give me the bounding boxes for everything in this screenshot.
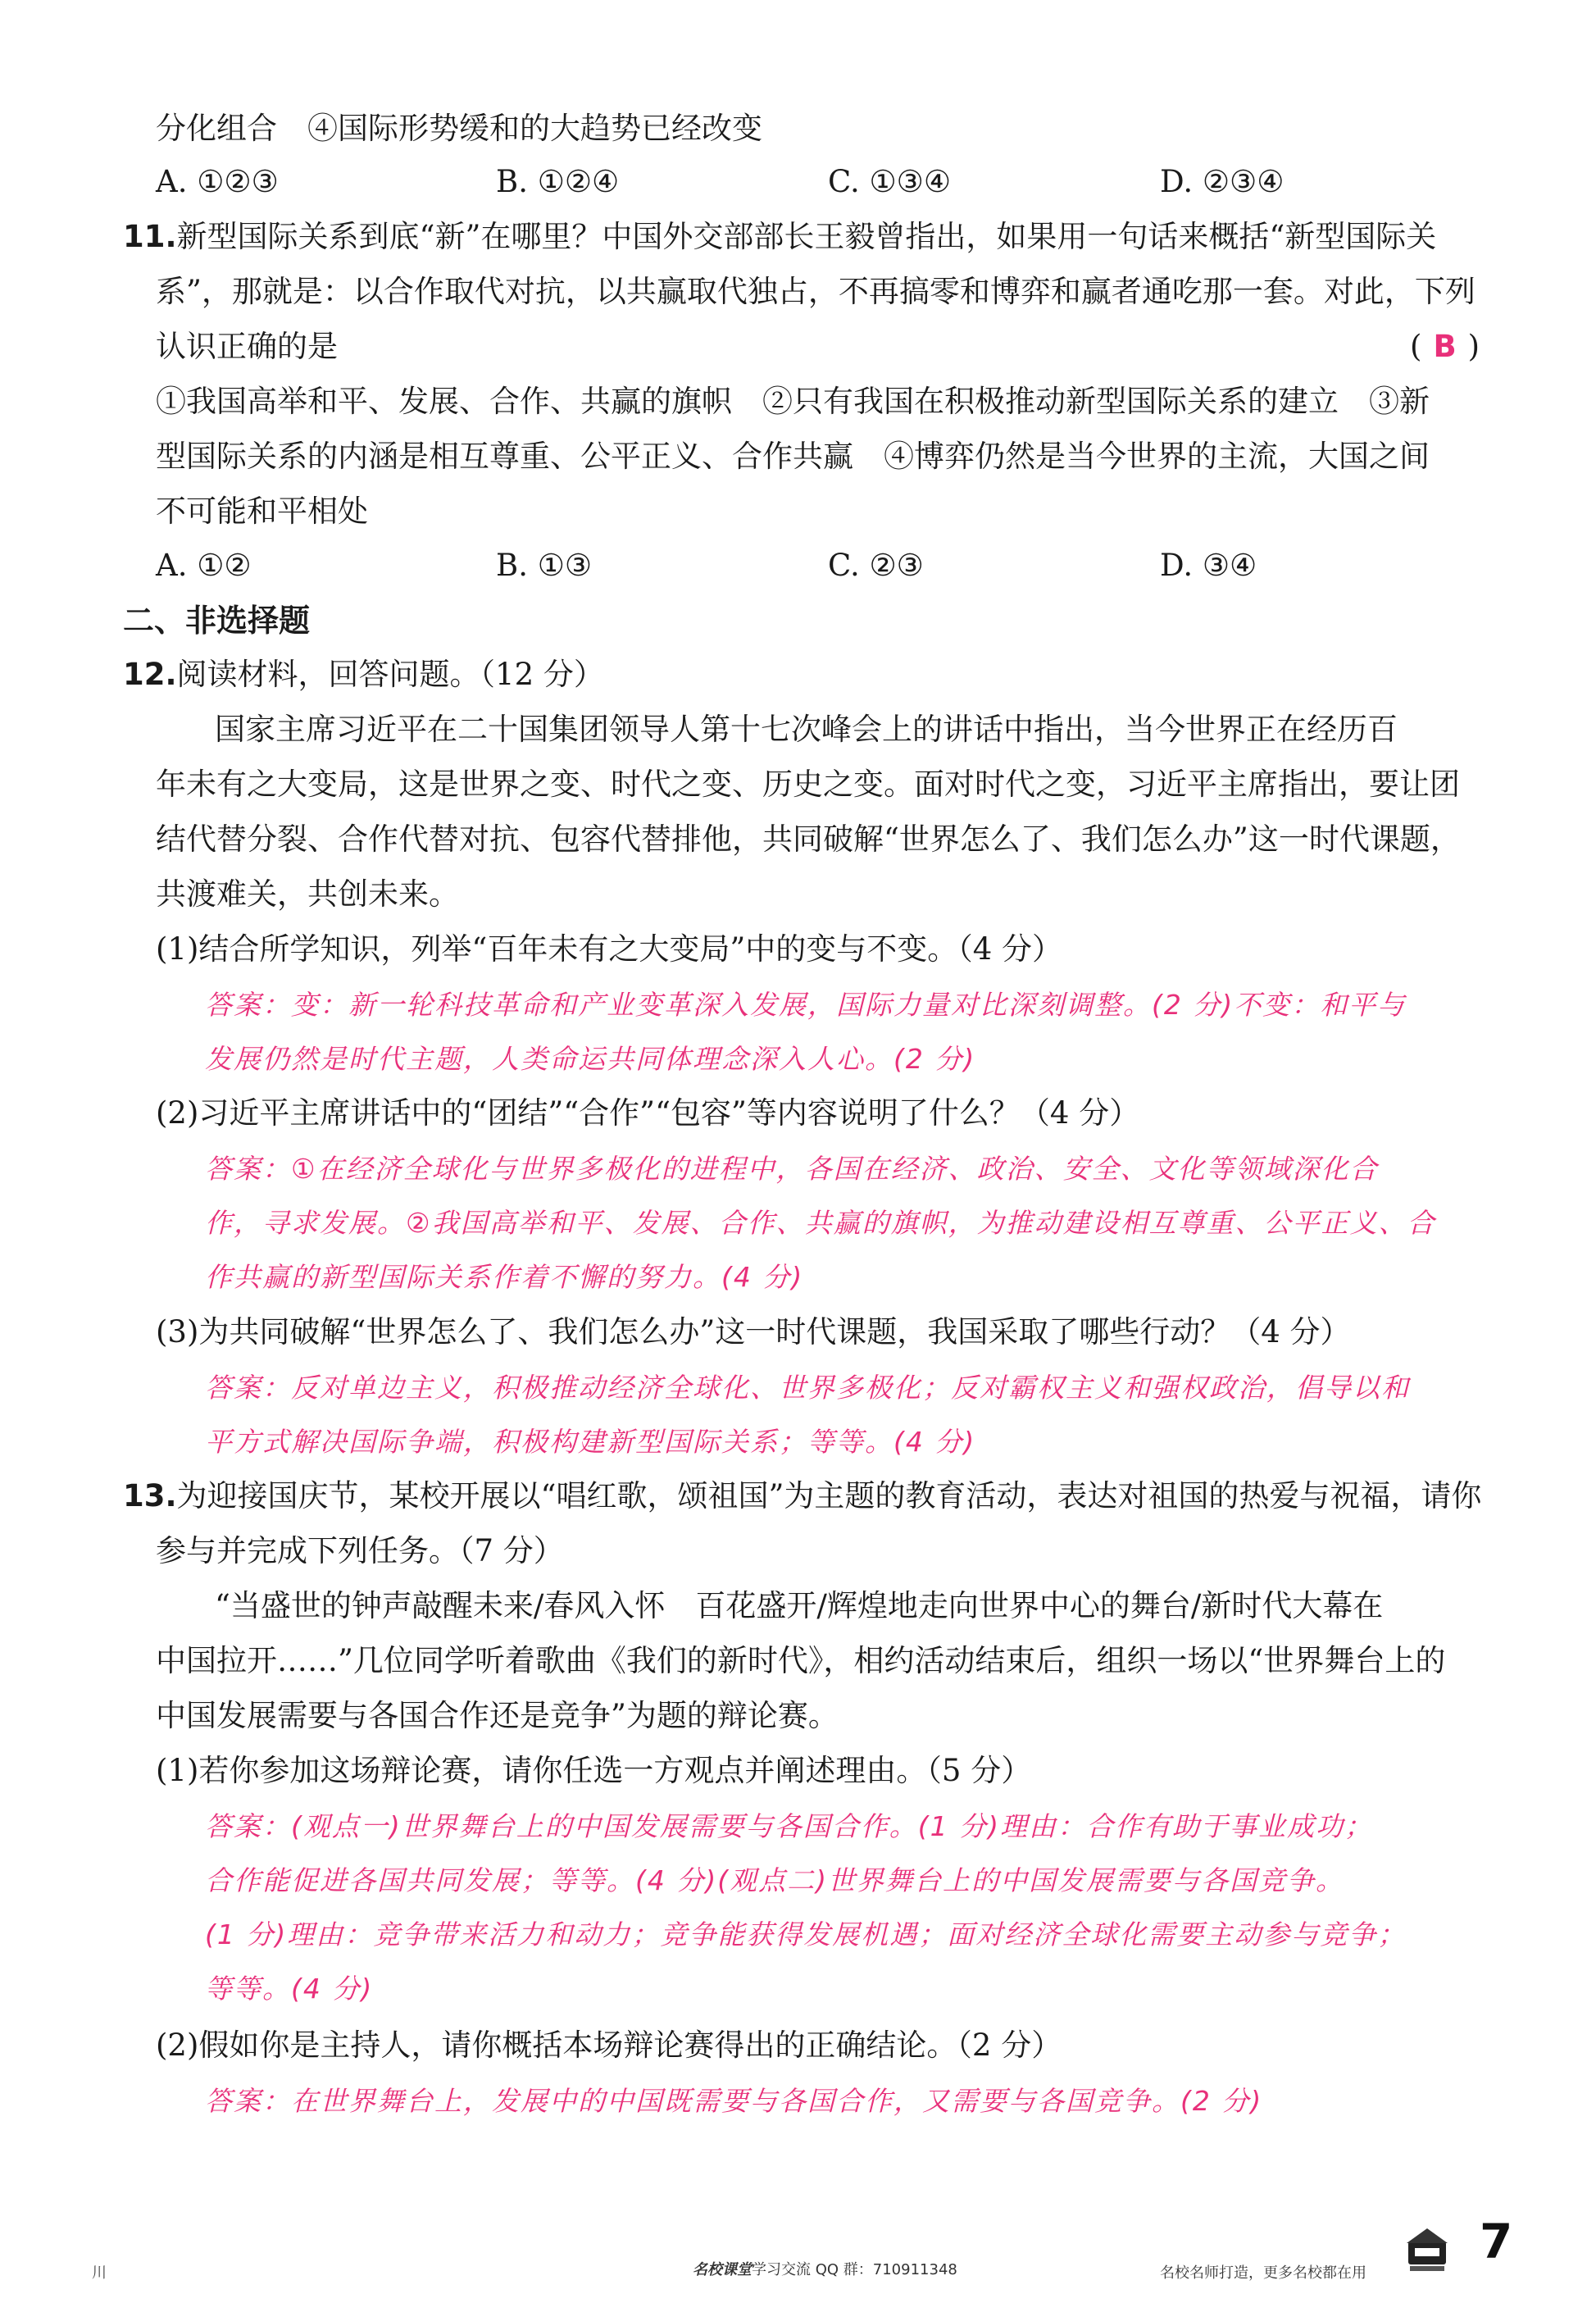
q12-answer2-line1: 答案：①在经济全球化与世界多极化的进程中，各国在经济、政治、安全、文化等领域深化合: [205, 1153, 1379, 1185]
q13-line1: 13.为迎接国庆节，某校开展以“唱红歌，颂祖国”为主题的教育活动，表达对祖国的热爱与祝福，请你: [123, 1478, 1482, 1513]
q13-material-line3: 中国发展需要与各国合作还是竞争”为题的辩论赛。: [156, 1698, 839, 1733]
q13-sub2: (2)假如你是主持人，请你概括本场辩论赛得出的正确结论。（2 分）: [156, 2028, 1062, 2063]
footer-qq-group: 名校课堂学习交流 QQ 群：710911348: [693, 2261, 957, 2278]
q13-answer1-line1: 答案：(观点一)世界舞台上的中国发展需要与各国合作。(1 分)理由：合作有助于事业成功；: [205, 1810, 1373, 1842]
q12-header: 12.阅读材料，回答问题。（12 分）: [123, 657, 604, 692]
q12-answer2-line2: 作，寻求发展。②我国高举和平、发展、合作、共赢的旗帜，为推动建设相互尊重、公平正义、合: [205, 1207, 1436, 1239]
q11-answer-bracket: ( B ): [1410, 329, 1480, 364]
q11-line2: 系”，那就是：以合作取代对抗，以共赢取代独占，不再搞零和博弈和赢者通吃那一套。对此，下列: [156, 274, 1476, 309]
q12-answer3-line1: 答案：反对单边主义，积极推动经济全球化、世界多极化；反对霸权主义和强权政治，倡导以和: [205, 1372, 1410, 1404]
q11-option-d: D. ③④: [1160, 548, 1257, 583]
q13-answer1-line3: (1 分)理由：竞争带来活力和动力；竞争能获得发展机遇；面对经济全球化需要主动参与竞争；: [205, 1918, 1407, 1950]
q13-number: 13.: [123, 1478, 177, 1513]
q10-option-c: C. ①③④: [828, 164, 952, 199]
q12-sub3: (3)为共同破解“世界怎么了、我们怎么办”这一时代课题，我国采取了哪些行动？（4 分）: [156, 1314, 1351, 1349]
q12-material-line2: 年未有之大变局，这是世界之变、时代之变、历史之变。面对时代之变，习近平主席指出，要让团: [156, 767, 1460, 802]
q13-answer1-line2: 合作能促进各国共同发展；等等。(4 分)(观点二)世界舞台上的中国发展需要与各国竞争。: [205, 1864, 1344, 1896]
q12-answer1-line2: 发展仍然是时代主题，人类命运共同体理念深入人心。(2 分): [205, 1043, 976, 1075]
q11-line3: 认识正确的是: [156, 329, 338, 364]
q10-option-a: A. ①②③: [156, 164, 279, 199]
q11-line6: 不可能和平相处: [156, 494, 368, 529]
q11-option-b: B. ①③: [496, 548, 593, 583]
q10-option-d: D. ②③④: [1160, 164, 1285, 199]
brand-logo-icon: [1403, 2223, 1451, 2274]
footer-region-mark: 川: [92, 2264, 107, 2282]
footer-brand: 名校课堂: [693, 2261, 752, 2278]
footer-slogan: 名校名师打造，更多名校都在用: [1160, 2264, 1366, 2282]
q13-line2: 参与并完成下列任务。（7 分）: [156, 1533, 564, 1568]
q13-sub1: (1)若你参加这场辩论赛，请你任选一方观点并阐述理由。（5 分）: [156, 1753, 1032, 1788]
section2-title: 二、非选择题: [123, 603, 311, 639]
q12-sub1: (1)结合所学知识，列举“百年未有之大变局”中的变与不变。（4 分）: [156, 931, 1063, 967]
q11-number: 11.: [123, 219, 177, 254]
q12-answer2-line3: 作共赢的新型国际关系作着不懈的努力。(4 分): [205, 1261, 804, 1293]
q12-number: 12.: [123, 657, 177, 692]
q11-line5: 型国际关系的内涵是相互尊重、公平正义、合作共赢 ④博弈仍然是当今世界的主流，大国之间: [156, 439, 1430, 474]
q12-material-line1: 国家主席习近平在二十国集团领导人第十七次峰会上的讲话中指出，当今世界正在经历百: [215, 712, 1398, 747]
q12-answer3-line2: 平方式解决国际争端，积极构建新型国际关系；等等。(4 分): [205, 1426, 976, 1458]
q13-answer2-line1: 答案：在世界舞台上，发展中的中国既需要与各国合作，又需要与各国竞争。(2 分): [205, 2085, 1263, 2117]
q12-answer1-line1: 答案：变：新一轮科技革命和产业变革深入发展，国际力量对比深刻调整。(2 分)不变：和平与: [205, 989, 1407, 1021]
page-number: 7: [1480, 2214, 1513, 2269]
q11-answer: B: [1433, 329, 1457, 364]
q10-option-b: B. ①②④: [496, 164, 620, 199]
q12-material-line4: 共渡难关，共创未来。: [156, 876, 459, 912]
q12-material-line3: 结代替分裂、合作代替对抗、包容代替排他，共同破解“世界怎么了、我们怎么办”这一时代课题，: [156, 822, 1461, 857]
q10-continuation: 分化组合 ④国际形势缓和的大趋势已经改变: [156, 111, 762, 146]
q12-sub2: (2)习近平主席讲话中的“团结”“合作”“包容”等内容说明了什么？（4 分）: [156, 1095, 1140, 1131]
q13-material-line1: “当盛世的钟声敲醒未来/春风入怀 百花盛开/辉煌地走向世界中心的舞台/新时代大幕在: [215, 1588, 1384, 1623]
q11-line1: 11.新型国际关系到底“新”在哪里？中国外交部部长王毅曾指出，如果用一句话来概括“新型国际关: [123, 219, 1437, 254]
q11-option-a: A. ①②: [156, 548, 252, 583]
q13-material-line2: 中国拉开……”几位同学听着歌曲《我们的新时代》，相约活动结束后，组织一场以“世界舞台上的: [156, 1643, 1446, 1678]
q13-answer1-line4: 等等。(4 分): [205, 1973, 374, 2005]
q11-option-c: C. ②③: [828, 548, 924, 583]
q11-line4: ①我国高举和平、发展、合作、共赢的旗帜 ②只有我国在积极推动新型国际关系的建立 ③新: [156, 384, 1430, 419]
